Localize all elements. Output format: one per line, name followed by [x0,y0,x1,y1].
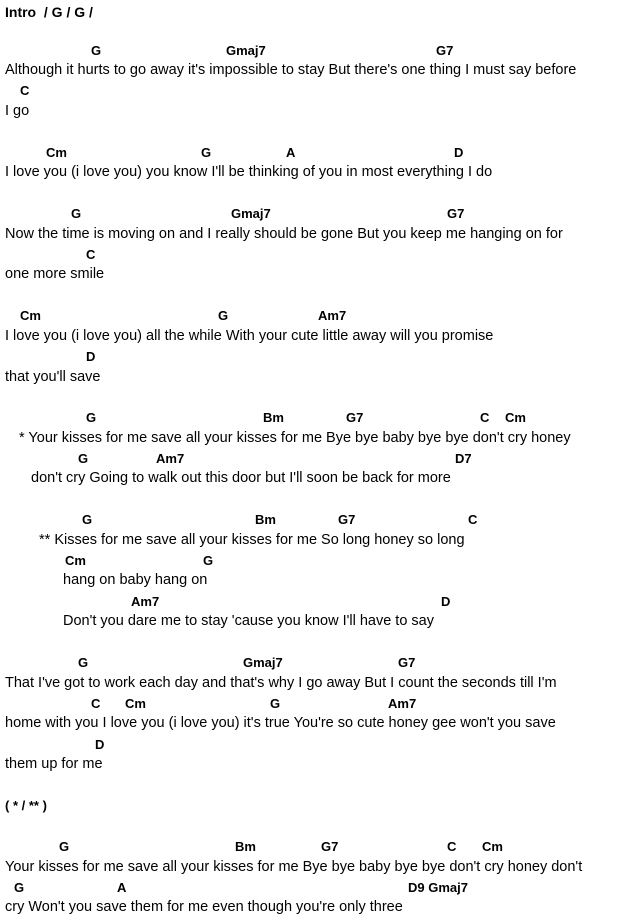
chord: Gmaj7 [231,206,271,221]
chord: Bm [263,410,284,425]
chord: Cm [20,308,41,323]
lyric-line: I love you (i love you) you know I'll be thinking of you in most everything I do [5,164,493,180]
lyric-line: I go [5,103,30,119]
chord: G [78,655,89,670]
chord: C [91,696,101,711]
chord: D7 [455,451,472,466]
intro-line: Intro / G / G / [5,4,93,20]
chord: G [78,451,89,466]
chord: C [468,512,478,527]
chord: Cm [46,145,67,160]
chord: G7 [346,410,364,425]
lyric-line: That I've got to work each day and that's why I go away But I count the seconds till I'm [5,675,557,691]
lyric-line: cry Won't you save them for me even though you're only three [5,899,403,915]
chord: Gmaj7 [226,43,266,58]
chord: Bm [255,512,276,527]
chord: Am7 [156,451,185,466]
chord: G7 [436,43,454,58]
chord: G7 [338,512,356,527]
chord: Cm [125,696,146,711]
chord: G [91,43,102,58]
lyric-line: that you'll save [5,369,101,385]
chord: Cm [65,553,86,568]
lyric-line: hang on baby hang on [63,572,208,588]
chord: A [117,880,127,895]
lyric-line: I love you (i love you) all the while With your cute little away will you promise [5,328,494,344]
lyric-line: Don't you dare me to stay 'cause you know I'll have to say [63,613,434,629]
chord: C [20,83,30,98]
chord: Am7 [318,308,347,323]
chord: D9 Gmaj7 [408,880,468,895]
chord: G [71,206,82,221]
chord: D [441,594,451,609]
chord: A [286,145,296,160]
chord: G [86,410,97,425]
chord: G7 [398,655,416,670]
chord: G [82,512,93,527]
lyric-line: them up for me [5,756,103,772]
lyric-line: Although it hurts to go away it's impossible to stay But there's one thing I must say before [5,62,577,78]
chord: D [95,737,105,752]
lyric-line: one more smile [5,266,105,282]
chord: Cm [482,839,503,854]
chord: C [447,839,457,854]
lyric-line: ** Kisses for me save all your kisses for me So long honey so long [39,532,465,548]
chord: Am7 [388,696,417,711]
chord: C [86,247,96,262]
chord: G [218,308,229,323]
lyric-line: don't cry Going to walk out this door but I'll soon be back for more [31,470,451,486]
chord: D [454,145,464,160]
repeat-marker: ( * / ** ) [5,798,47,813]
lyric-line: Your kisses for me save all your kisses for me Bye bye baby bye bye don't cry honey don't [5,859,583,875]
chord: G7 [321,839,339,854]
chord: Cm [505,410,526,425]
chord: G7 [447,206,465,221]
chord: Am7 [131,594,160,609]
lyric-line: * Your kisses for me save all your kisses for me Bye bye baby bye bye don't cry honey [19,430,571,446]
chord: G [201,145,212,160]
chord: G [270,696,281,711]
chord: G [203,553,214,568]
chord: G [14,880,25,895]
lyric-line: Now the time is moving on and I really should be gone But you keep me hanging on for [5,226,563,242]
lyric-line: home with you I love you (i love you) it's true You're so cute honey gee won't you save [5,715,556,731]
chord: D [86,349,96,364]
chord: Bm [235,839,256,854]
chord: C [480,410,490,425]
chord: Gmaj7 [243,655,283,670]
chord: G [59,839,70,854]
